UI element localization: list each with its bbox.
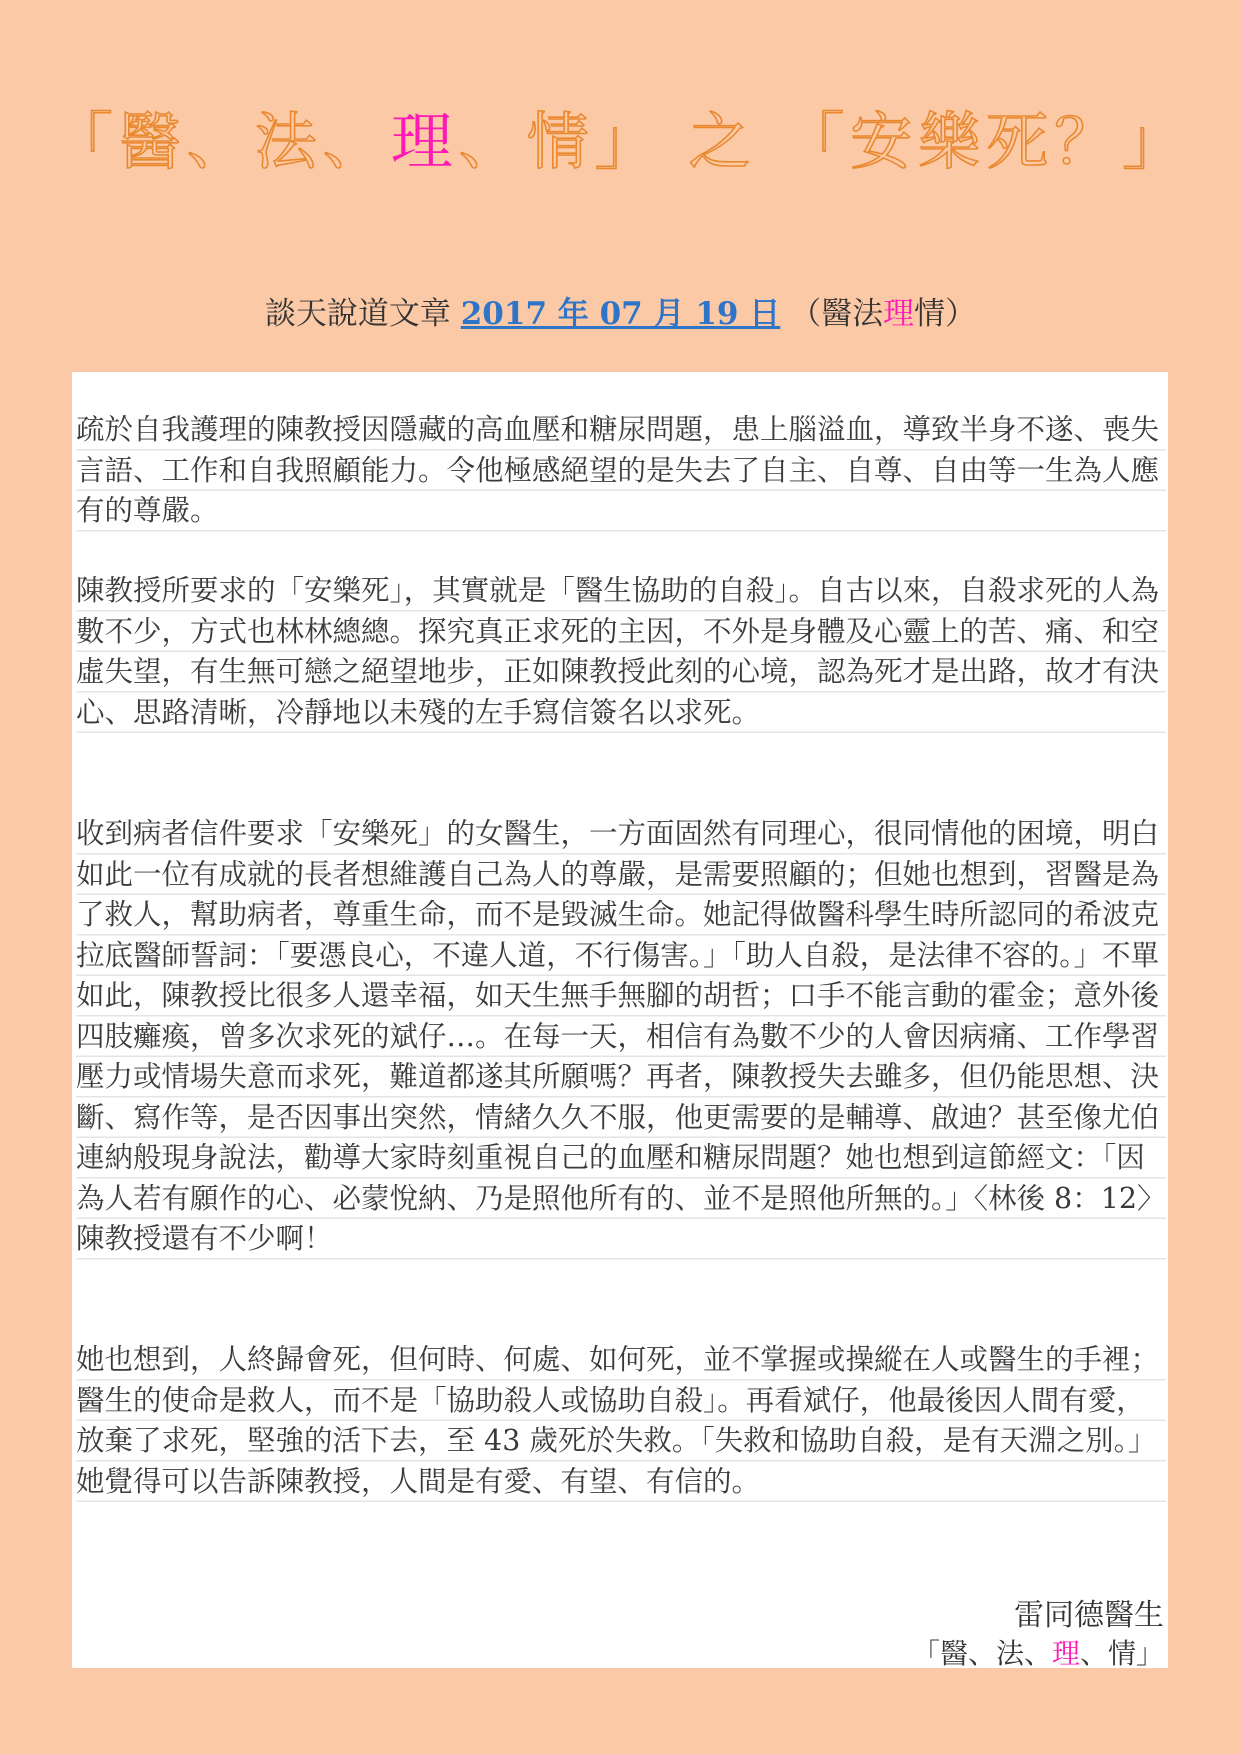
title-highlight: 理 <box>390 105 459 178</box>
signature-tag-part2: 、情」 <box>1079 1637 1164 1670</box>
paragraph-4: 她也想到，人終歸會死，但何時、何處、如何死，並不掌握或操縱在人或醫生的手裡；醫生的使命是救人，而不是「協助殺人或協助自殺」。再看斌仔，他最後因人間有愛，放棄了求死，堅強的活下去，至 43 歲死於失救。「失救和協助自殺，是有天淵之別。」她覺得可以告訴陳教授，人間是有愛、有望、有信的。 <box>76 1340 1166 1502</box>
title-part1: 「醫、法、 <box>50 105 391 178</box>
subtitle-paren-open: （醫法 <box>780 296 884 332</box>
date-link[interactable]: 2017 年 07 月 19 日 <box>460 296 781 332</box>
article-subtitle <box>0 288 1241 333</box>
article-title <box>0 92 1241 181</box>
signature-tag-part1: 「醫、法、 <box>911 1637 1052 1670</box>
signature-name: 雷同德醫生 <box>1014 1598 1164 1633</box>
signature-tag <box>912 1632 1164 1672</box>
paragraph-2: 陳教授所要求的「安樂死」，其實就是「醫生協助的自殺」。自古以來，自殺求死的人為數不少，方式也林林總總。探究真正求死的主因，不外是身體及心靈上的苦、痛、和空虛失望，有生無可戀之絕望地步，正如陳教授此刻的心境，認為死才是出路，故才有決心、思路清晰，冷靜地以未殘的左手寫信簽名以求死。 <box>76 571 1166 733</box>
signature-tag-highlight: 理 <box>1051 1637 1080 1670</box>
subtitle-prefix: 談天說道文章 <box>264 296 461 332</box>
article-body <box>72 372 1168 1668</box>
subtitle-paren-close: 情） <box>914 296 977 332</box>
title-part2: 、情」 之 「安樂死？」 <box>458 105 1191 178</box>
paragraph-1: 疏於自我護理的陳教授因隱藏的高血壓和糖尿問題，患上腦溢血，導致半身不遂、喪失言語、工作和自我照顧能力。令他極感絕望的是失去了自主、自尊、自由等一生為人應有的尊嚴。 <box>76 410 1166 532</box>
paragraph-3: 收到病者信件要求「安樂死」的女醫生，一方面固然有同理心，很同情他的困境，明白如此一位有成就的長者想維護自己為人的尊嚴，是需要照顧的；但她也想到，習醫是為了救人，幫助病者，尊重生命，而不是毀滅生命。她記得做醫科學生時所認同的希波克拉底醫師誓詞：「要憑良心，不違人道，不行傷害。」「助人自殺，是法律不容的。」不單如此，陳教授比很多人還幸福，如天生無手無腳的胡哲；口手不能言動的霍金；意外後四肢癱瘓，曾多次求死的斌仔…。在每一天，相信有為數不少的人會因病痛、工作學習壓力或情場失意而求死，難道都遂其所願嗎？再者，陳教授失去雖多，但仍能思想、決斷、寫作等，是否因事出突然，情緒久久不服，他更需要的是輔導、啟迪？甚至像尤伯連納般現身說法，勸導大家時刻重視自己的血壓和糖尿問題？她也想到這節經文：「因為人若有願作的心、必蒙悅納、乃是照他所有的、並不是照他所無的。」〈林後 8：12〉陳教授還有不少啊！ <box>76 814 1166 1260</box>
subtitle-highlight: 理 <box>883 296 915 332</box>
